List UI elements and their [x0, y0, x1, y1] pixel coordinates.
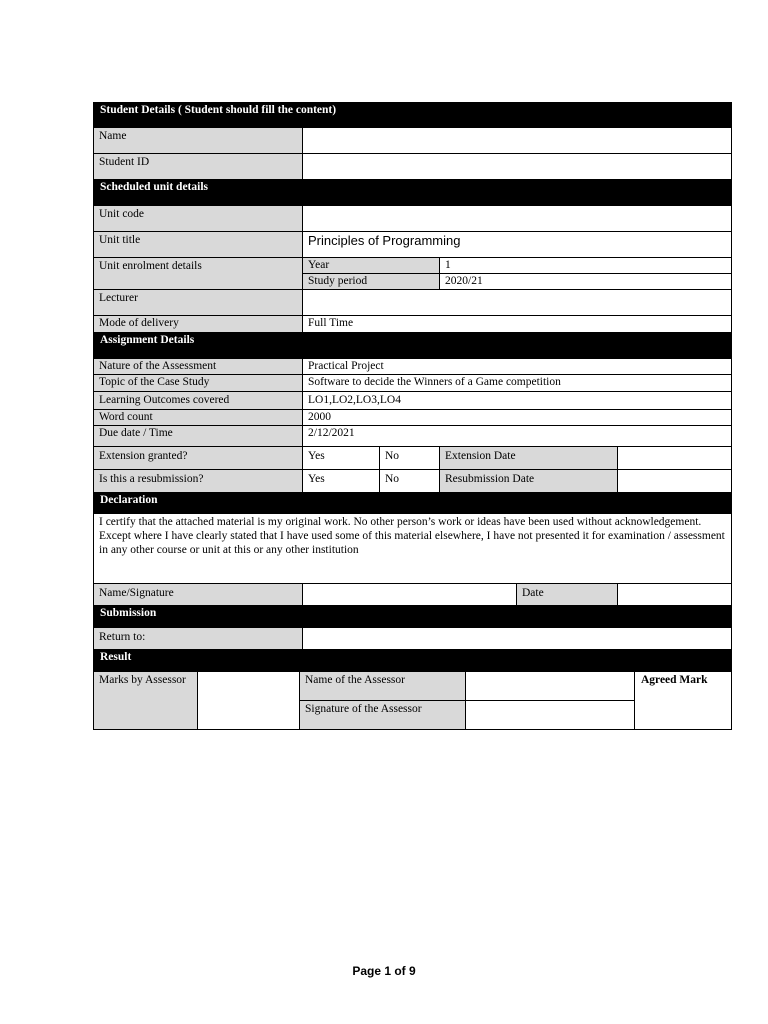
mode-of-delivery-field[interactable]: Full Time [302, 316, 731, 332]
result-row [93, 672, 732, 730]
extension-no-option[interactable]: No [379, 447, 439, 469]
extension-row [93, 447, 732, 470]
unit-code-field[interactable] [302, 206, 731, 231]
signature-row [93, 584, 732, 606]
due-date-field[interactable]: 2/12/2021 [302, 426, 731, 446]
topic-row [93, 375, 732, 392]
unit-code-label: Unit code [94, 206, 302, 231]
assessor-signature-subrow [300, 701, 634, 729]
learning-outcomes-field[interactable]: LO1,LO2,LO3,LO4 [302, 392, 731, 409]
study-period-subrow [303, 274, 731, 289]
unit-code-row [93, 206, 732, 232]
declaration-header [93, 493, 732, 514]
study-period-value[interactable]: 2020/21 [439, 274, 731, 289]
unit-details-header-text: Scheduled unit details [100, 181, 208, 193]
enrolment-subtable [302, 258, 731, 289]
student-details-header [93, 102, 732, 128]
unit-title-row [93, 232, 732, 258]
marks-by-assessor-label: Marks by Assessor [94, 672, 197, 729]
lecturer-label: Lecturer [94, 290, 302, 315]
resubmission-date-label: Resubmission Date [439, 470, 617, 492]
date-field[interactable] [617, 584, 731, 605]
return-to-field[interactable] [302, 628, 731, 649]
assessor-signature-field[interactable] [465, 701, 634, 729]
unit-title-field[interactable]: Principles of Programming [302, 232, 731, 257]
declaration-text: I certify that the attached material is my original work. No other person’s work or ideas have been used without acknowledgement. Except where I have clearly stated that I have used some of this material elsewhere, I have not presented it for examination / assessment in any other course or unit at this or any other institution [93, 514, 732, 584]
date-label: Date [516, 584, 617, 605]
resubmission-row [93, 470, 732, 493]
nature-field[interactable]: Practical Project [302, 359, 731, 374]
due-date-row [93, 426, 732, 447]
lecturer-field[interactable] [302, 290, 731, 315]
result-header-text: Result [100, 651, 132, 663]
year-label: Year [303, 258, 439, 273]
unit-enrolment-row [93, 258, 732, 290]
mode-of-delivery-label: Mode of delivery [94, 316, 302, 332]
extension-date-field[interactable] [617, 447, 731, 469]
submission-header-text: Submission [100, 607, 157, 619]
topic-field[interactable]: Software to decide the Winners of a Game competition [302, 375, 731, 391]
nature-label: Nature of the Assessment [94, 359, 302, 374]
resubmission-label: Is this a resubmission? [94, 470, 302, 492]
marks-by-assessor-field[interactable] [197, 672, 299, 729]
assessor-signature-label: Signature of the Assessor [300, 701, 465, 729]
learning-outcomes-row [93, 392, 732, 410]
result-header [93, 650, 732, 672]
assessor-name-label: Name of the Assessor [300, 672, 465, 700]
signature-label: Name/Signature [94, 584, 302, 605]
extension-yes-option[interactable]: Yes [302, 447, 379, 469]
year-subrow [303, 258, 731, 274]
name-label: Name [94, 128, 302, 153]
mode-of-delivery-row [93, 316, 732, 333]
declaration-header-text: Declaration [100, 494, 158, 506]
student-details-header-text: Student Details ( Student should fill the content) [100, 104, 337, 116]
return-to-label: Return to: [94, 628, 302, 649]
unit-details-header [93, 180, 732, 206]
assessor-subtable [299, 672, 634, 729]
word-count-label: Word count [94, 410, 302, 425]
word-count-row [93, 410, 732, 426]
unit-title-label: Unit title [94, 232, 302, 257]
topic-label: Topic of the Case Study [94, 375, 302, 391]
lecturer-row [93, 290, 732, 316]
student-id-row [93, 154, 732, 180]
extension-label: Extension granted? [94, 447, 302, 469]
student-id-label: Student ID [94, 154, 302, 179]
study-period-label: Study period [303, 274, 439, 289]
submission-header [93, 606, 732, 628]
assignment-cover-sheet [93, 102, 732, 730]
learning-outcomes-label: Learning Outcomes covered [94, 392, 302, 409]
nature-row [93, 359, 732, 375]
unit-enrolment-label: Unit enrolment details [94, 258, 302, 289]
word-count-field[interactable]: 2000 [302, 410, 731, 425]
assessor-name-subrow [300, 672, 634, 701]
year-value[interactable]: 1 [439, 258, 731, 273]
resubmission-no-option[interactable]: No [379, 470, 439, 492]
name-field[interactable] [302, 128, 731, 153]
name-row [93, 128, 732, 154]
assignment-details-header [93, 333, 732, 359]
assignment-details-header-text: Assignment Details [100, 334, 195, 346]
extension-date-label: Extension Date [439, 447, 617, 469]
signature-field[interactable] [302, 584, 516, 605]
student-id-field[interactable] [302, 154, 731, 179]
assessor-name-field[interactable] [465, 672, 634, 700]
return-to-row [93, 628, 732, 650]
due-date-label: Due date / Time [94, 426, 302, 446]
page-number: Page 1 of 9 [352, 964, 416, 978]
agreed-mark-label: Agreed Mark [634, 672, 731, 729]
resubmission-yes-option[interactable]: Yes [302, 470, 379, 492]
resubmission-date-field[interactable] [617, 470, 731, 492]
